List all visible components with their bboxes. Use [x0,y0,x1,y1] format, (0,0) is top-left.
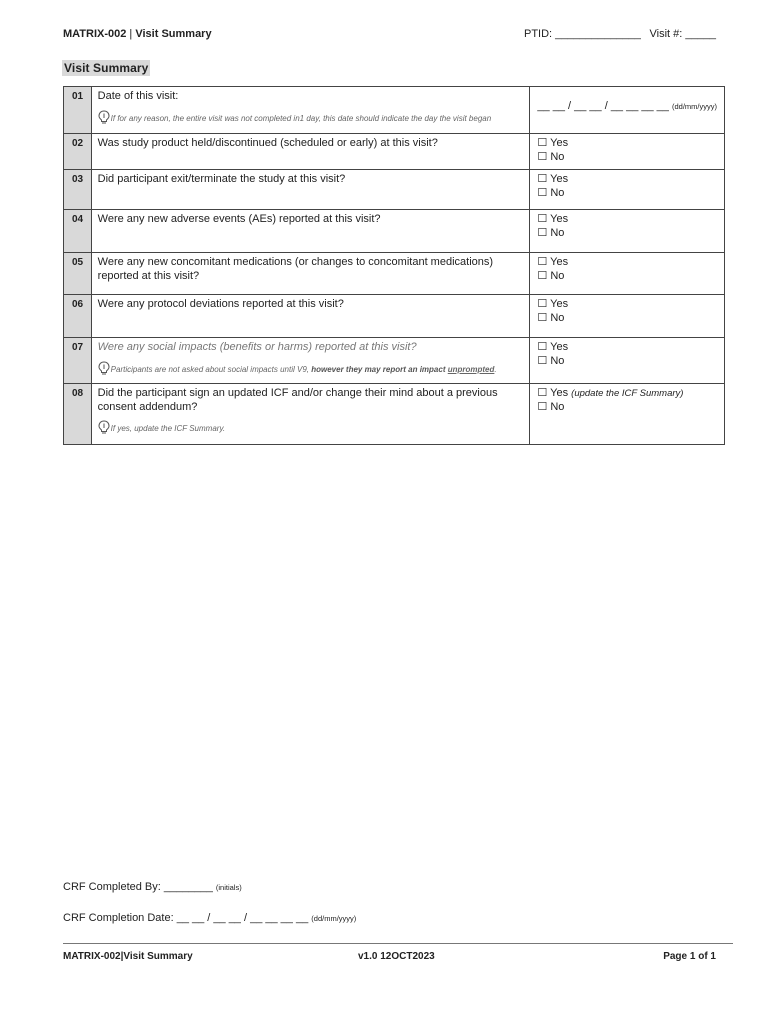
yes-checkbox[interactable]: ☐ Yes [537,213,569,225]
answer-cell [530,87,725,134]
table-row [64,295,725,338]
question-cell [91,384,530,445]
row-number: 08 [64,384,92,445]
page-header [63,28,716,44]
no-checkbox[interactable]: ☐ No [537,186,565,199]
date-blanks: __ __ / __ __ / __ __ __ __ [537,100,669,112]
row-number: 02 [64,134,92,170]
row-number: 05 [64,253,92,295]
no-checkbox[interactable]: ☐ No [537,269,565,282]
yes-label: ☐ Yes [537,387,569,399]
visit-number-field[interactable]: Visit #: _____ [649,28,716,40]
initials-hint: (initials) [215,883,242,892]
page-footer [63,951,716,965]
table-row [64,170,725,210]
table-row [64,384,725,445]
header-doc-title [63,28,212,40]
lightbulb-icon [98,361,110,378]
instruction-note [98,110,524,127]
footer-version: v1.0 12OCT2023 [358,951,435,962]
date-format-hint: (dd/mm/yyyy) [311,914,357,923]
no-checkbox[interactable]: ☐ No [537,150,565,163]
footer-doc-name: MATRIX-002|Visit Summary [63,951,193,962]
table-row [64,338,725,384]
instruction-note [98,361,524,378]
question-cell [91,87,530,134]
question-text: Did the participant sign an updated ICF and/or change their mind about a previous consent addendum? [97,387,498,413]
row-number: 04 [64,210,92,253]
instruction-note [98,420,524,437]
answer-cell [530,170,725,210]
crf-completion-date-label: CRF Completion Date: __ __ / __ __ / __ __ __ __ [63,912,309,924]
question-text: Did participant exit/terminate the study at this visit? [91,170,530,210]
question-text: Were any social impacts (benefits or harms) reported at this visit? [97,341,417,353]
crf-completion-date-field[interactable] [63,912,356,924]
yes-checkbox[interactable]: ☐ Yes [537,341,569,353]
note-text: If yes, update the ICF Summary. [110,424,226,433]
yes-checkbox[interactable] [537,387,717,401]
question-text: Was study product held/discontinued (scheduled or early) at this visit? [91,134,530,170]
answer-cell [530,295,725,338]
note-text: Participants are not asked about social impacts until V9, [110,364,312,374]
question-text: Were any new adverse events (AEs) reported at this visit? [91,210,530,253]
note-underline: unprompted [447,364,495,374]
question-text: Date of this visit: [97,90,179,102]
row-number: 03 [64,170,92,210]
question-text: Were any protocol deviations reported at this visit? [91,295,530,338]
no-checkbox[interactable]: ☐ No [537,354,565,367]
answer-cell [530,338,725,384]
note-emphasis: however they may report an impact [311,364,448,374]
crf-completed-by-field[interactable] [63,881,242,893]
yes-checkbox[interactable]: ☐ Yes [537,256,569,268]
answer-cell [530,253,725,295]
footer-page-number: Page 1 of 1 [663,951,716,962]
visit-date-field[interactable] [537,100,717,114]
header-doc-id: MATRIX-002 [63,28,127,40]
lightbulb-icon [98,110,110,127]
no-checkbox[interactable]: ☐ No [537,311,565,324]
yes-checkbox[interactable]: ☐ Yes [537,173,569,185]
note-text: If for any reason, the entire visit was not completed in1 day, this date should indicate the day the visit began [110,113,492,123]
question-cell [91,338,530,384]
yes-checkbox[interactable]: ☐ Yes [537,298,569,310]
header-separator: | [126,28,136,40]
yes-checkbox[interactable]: ☐ Yes [537,137,569,149]
table-row [64,210,725,253]
answer-cell [530,134,725,170]
header-title: Visit Summary [135,28,212,40]
row-number: 07 [64,338,92,384]
visit-summary-table [63,86,725,445]
footer-divider [63,943,733,944]
table-row [64,253,725,295]
crf-completed-by-label: CRF Completed By: ________ [63,881,213,893]
lightbulb-icon [98,420,110,437]
question-text: Were any new concomitant medications (or changes to concomitant medications) reported at this visit? [91,253,530,295]
yes-note: (update the ICF Summary) [571,388,684,399]
no-checkbox[interactable]: ☐ No [537,226,565,239]
row-number: 01 [64,87,92,134]
table-row [64,87,725,134]
section-title: Visit Summary [64,61,149,75]
ptid-field[interactable]: PTID: ______________ [524,28,641,40]
note-end: . [494,364,497,374]
answer-cell [530,384,725,445]
no-checkbox[interactable]: ☐ No [537,400,565,413]
table-row [64,134,725,170]
date-format-hint: (dd/mm/yyyy) [672,102,717,111]
row-number: 06 [64,295,92,338]
answer-cell [530,210,725,253]
